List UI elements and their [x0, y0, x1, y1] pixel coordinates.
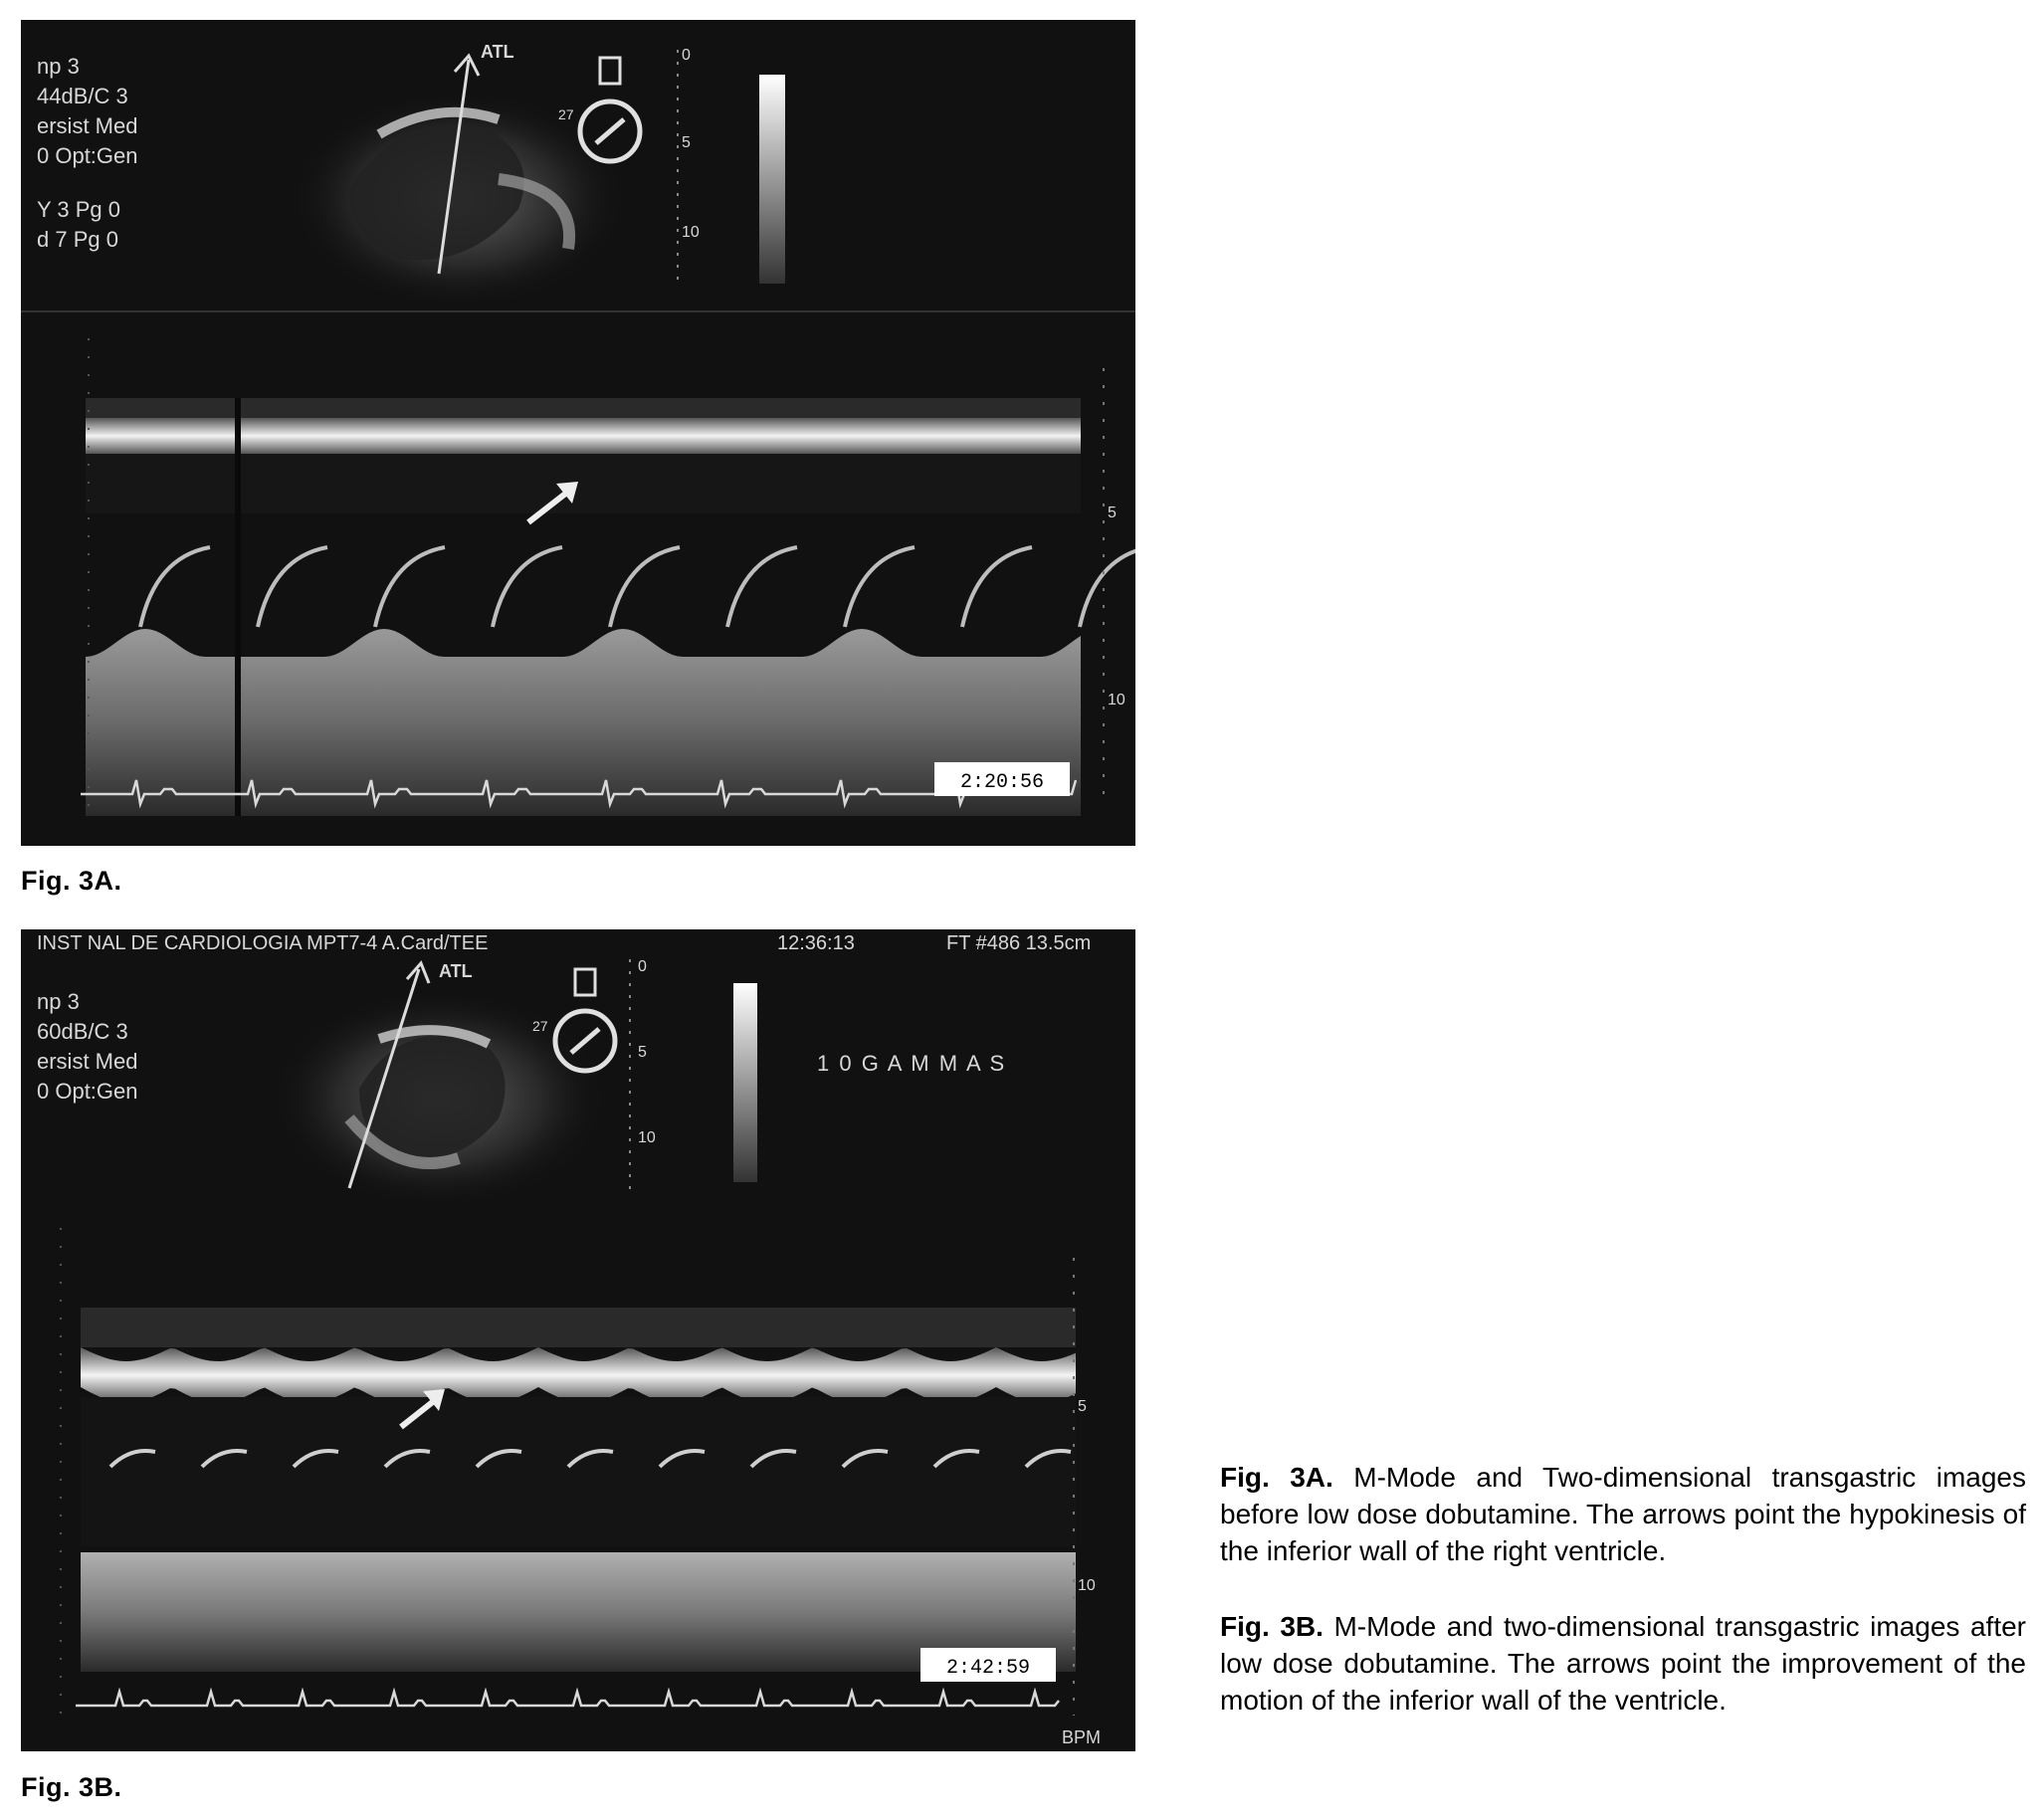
- setting-line-4: 0 Opt:Gen: [37, 1079, 138, 1104]
- setting-line-1: np 3: [37, 54, 80, 79]
- timestamp: 2:20:56: [959, 771, 1045, 794]
- figure-label-3a: Fig. 3A.: [21, 866, 122, 896]
- echo-image-3a-graphic: [21, 20, 1135, 846]
- depth-2d-10: 10: [682, 224, 700, 241]
- depth-mmode-5: 5: [1078, 1398, 1087, 1415]
- setting-line-2: 44dB/C 3: [37, 84, 128, 108]
- caption-3b-label: Fig. 3B.: [1220, 1611, 1324, 1642]
- dose-label: 1 0 G A M M A S: [817, 1051, 1007, 1076]
- rate-unit: BPM: [1062, 1727, 1102, 1747]
- brand-logo: ATL: [481, 42, 514, 62]
- readout-line-2: d 7 Pg 0: [37, 227, 118, 252]
- caption-3a: [1220, 1459, 2026, 1569]
- mmode-leaflets: [140, 547, 1135, 627]
- setting-line-3: ersist Med: [37, 113, 138, 138]
- timestamp: 2:42:59: [945, 1657, 1031, 1680]
- grayscale-bar: [733, 983, 757, 1182]
- echo-image-3a: [21, 20, 1135, 846]
- setting-line-3: ersist Med: [37, 1049, 138, 1074]
- caption-3a-label: Fig. 3A.: [1220, 1462, 1333, 1493]
- depth-2d-0: 0: [638, 958, 647, 975]
- timestamp-box: [934, 762, 1070, 796]
- angle-readout: 27: [532, 1018, 548, 1034]
- depth-2d-10: 10: [638, 1129, 656, 1146]
- header-frame: FT #486 13.5cm: [946, 932, 1092, 954]
- ecg-trace: [76, 1692, 1059, 1706]
- depth-2d-5: 5: [638, 1044, 647, 1061]
- setting-line-4: 0 Opt:Gen: [37, 143, 138, 168]
- setting-line-1: np 3: [37, 989, 80, 1014]
- depth-mmode-10: 10: [1108, 692, 1125, 708]
- brand-logo: ATL: [439, 961, 473, 981]
- timestamp-box: [920, 1648, 1056, 1682]
- depth-2d-5: 5: [682, 134, 691, 151]
- depth-2d-0: 0: [682, 47, 691, 64]
- header-time: 12:36:13: [777, 932, 855, 954]
- echo-image-3b: [21, 929, 1135, 1751]
- readout-line-1: Y 3 Pg 0: [37, 197, 120, 222]
- grayscale-bar: [759, 75, 785, 284]
- header-institution: INST NAL DE CARDIOLOGIA MPT7-4 A.Card/TEE: [37, 932, 489, 954]
- mmode-bright-band: [81, 1347, 1076, 1403]
- caption-3b: [1220, 1608, 2026, 1719]
- angle-readout: 27: [558, 106, 574, 122]
- depth-mmode-10: 10: [1078, 1577, 1096, 1594]
- setting-line-2: 60dB/C 3: [37, 1019, 128, 1044]
- depth-mmode-5: 5: [1108, 505, 1117, 521]
- caption-3b-text: M-Mode and two-dimensional transgastric images after low dose dobutamine. The arrows point the improvement of the motion of the inferior wall of the ventricle.: [1220, 1611, 2026, 1716]
- echo-image-3b-graphic: [21, 929, 1135, 1751]
- figure-label-3b: Fig. 3B.: [21, 1772, 122, 1802]
- caption-3a-text: M-Mode and Two-dimensional transgastric images before low dose dobutamine. The arrows point the hypokinesis of the inferior wall of the right ventricle.: [1220, 1462, 2027, 1566]
